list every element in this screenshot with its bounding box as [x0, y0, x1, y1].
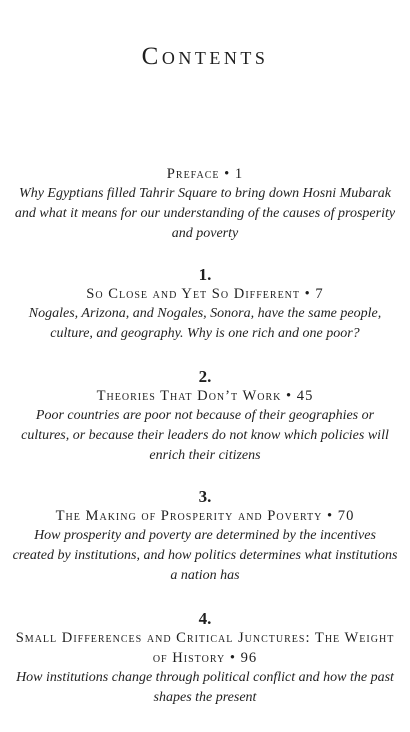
entry-title: Preface — [166, 166, 220, 182]
toc-entry-chapter-1[interactable] — [8, 265, 402, 344]
entry-title-line — [8, 628, 402, 668]
chapter-number: 2. — [198, 367, 212, 386]
entry-description: Why Egyptians filled Tahrir Square to bring down Hosni Mubarak and what it means for our understanding of the causes of prosperity and poverty — [14, 186, 396, 241]
entry-description: Nogales, Arizona, and Nogales, Sonora, have the same people, culture, and geography. Why is one rich and one poor? — [28, 306, 382, 341]
entry-description: How institutions change through political conflict and how the past shapes the present — [16, 670, 394, 705]
entry-description: Poor countries are poor not because of their geographies or cultures, or because their leaders do not know which policies will enrich their citizens — [21, 408, 389, 463]
entry-description: How prosperity and poverty are determined by the incentives created by institutions, and how politics determines what institutions a nation has — [12, 528, 398, 583]
entry-page-number: 7 — [315, 286, 324, 302]
page-separator: • — [322, 508, 338, 524]
entry-page-number: 96 — [240, 650, 258, 666]
toc-entry-preface[interactable] — [8, 164, 402, 244]
entry-title-line — [8, 386, 402, 406]
page-separator: • — [225, 650, 241, 666]
chapter-number: 1. — [198, 265, 212, 284]
chapter-number: 3. — [198, 487, 212, 506]
page-separator: • — [300, 286, 316, 302]
entry-title: The Making of Prosperity and Poverty — [55, 508, 323, 524]
chapter-number: 4. — [198, 609, 212, 628]
entry-title: Theories That Don’t Work — [96, 388, 282, 404]
entry-page-number: 45 — [296, 388, 314, 404]
entry-title: Small Differences and Critical Junctures: The Weight of History — [15, 630, 395, 666]
page-separator: • — [219, 166, 235, 182]
toc-entry-chapter-2[interactable] — [8, 367, 402, 466]
entry-title: So Close and Yet So Different — [86, 286, 301, 302]
entry-title-line — [8, 164, 402, 184]
entry-title-line — [8, 506, 402, 526]
toc-entry-chapter-4[interactable] — [8, 609, 402, 708]
entry-page-number: 1 — [234, 166, 244, 182]
toc-entry-chapter-3[interactable] — [8, 487, 402, 586]
page-title: Contents — [141, 43, 269, 70]
page-separator: • — [281, 388, 297, 404]
entry-page-number: 70 — [337, 508, 355, 524]
entry-title-line — [8, 284, 402, 304]
